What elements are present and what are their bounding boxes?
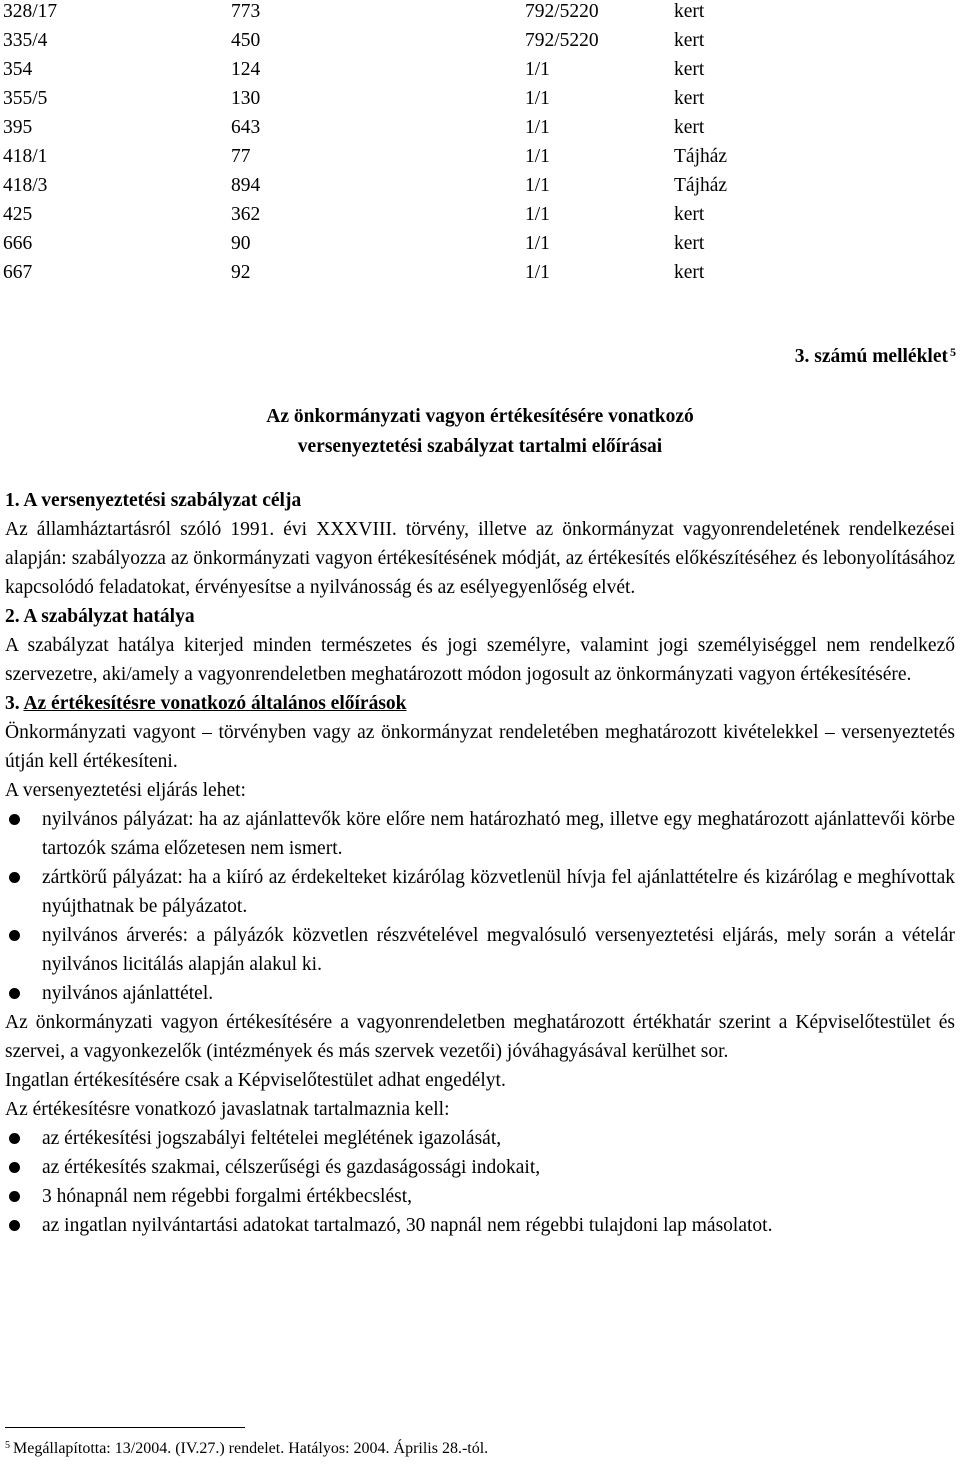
document-body — [5, 486, 955, 1240]
table-cell: kert — [674, 204, 705, 225]
section-3-heading — [5, 689, 955, 718]
annex-label-text: 3. számú melléklet — [794, 346, 948, 367]
table-cell: 418/3 — [3, 175, 48, 196]
list-item: nyilvános ajánlattétel. — [5, 979, 955, 1008]
list-item: az értékesítési jogszabályi feltételei meglétének igazolását, — [5, 1124, 955, 1153]
section-3-title: Az értékesítésre vonatkozó általános előírások — [23, 693, 407, 714]
table-cell: 77 — [231, 146, 251, 167]
table-cell: 1/1 — [525, 204, 550, 225]
proposal-intro: Az értékesítésre vonatkozó javaslatnak tartalmaznia kell: — [5, 1099, 450, 1120]
footnote — [5, 1439, 488, 1459]
table-cell: 335/4 — [3, 30, 48, 51]
table-cell: kert — [674, 262, 705, 283]
list-item: 3 hónapnál nem régebbi forgalmi értékbecslést, — [5, 1182, 955, 1211]
table-row — [3, 229, 763, 258]
section-1-heading: 1. A versenyeztetési szabályzat célja — [5, 490, 302, 511]
title-line-1: Az önkormányzati vagyon értékesítésére vonatkozó — [266, 406, 694, 427]
table-cell: 418/1 — [3, 146, 48, 167]
table-row — [3, 26, 763, 55]
table-row — [3, 55, 763, 84]
list-item: zártkörű pályázat: ha a kiíró az érdekelteket kizárólag közvetlenül hívja fel ajánlattételre és kizárólag e meghívottak nyújthatnak be pályázatot. — [5, 863, 955, 921]
procedure-list — [5, 805, 955, 1008]
table-cell: 130 — [231, 88, 261, 109]
procedure-intro: A versenyeztetési eljárás lehet: — [5, 780, 246, 801]
footnote-reference: 5 — [950, 345, 956, 359]
table-cell: 792/5220 — [525, 1, 599, 22]
document-title — [0, 402, 960, 462]
section-3-number: 3. — [5, 693, 20, 714]
table-cell: 1/1 — [525, 262, 550, 283]
table-cell: 1/1 — [525, 233, 550, 254]
parcel-table — [3, 0, 763, 287]
table-row — [3, 258, 763, 287]
table-cell: Tájház — [674, 175, 728, 196]
table-cell: 792/5220 — [525, 30, 599, 51]
section-2-text: A szabályzat hatálya kiterjed minden természetes és jogi személyre, valamint jogi személyiséggel nem rendelkező szervezetre, aki/amely a vagyonrendeletben meghatározott módon jogosult az önkormányzati vagyon értékesítésére. — [5, 635, 955, 685]
table-cell: 354 — [3, 59, 33, 80]
table-cell: 643 — [231, 117, 261, 138]
list-item: nyilvános pályázat: ha az ajánlattevők köre előre nem határozható meg, illetve egy meghatározott ajánlattevői körbe tartozók száma előzetesen nem ismert. — [5, 805, 955, 863]
table-cell: 450 — [231, 30, 261, 51]
table-cell: 1/1 — [525, 146, 550, 167]
property-paragraph: Ingatlan értékesítésére csak a Képviselőtestület adhat engedélyt. — [5, 1070, 506, 1091]
table-row — [3, 113, 763, 142]
table-row — [3, 84, 763, 113]
footnote-text: Megállapította: 13/2004. (IV.27.) rendelet. Hatályos: 2004. Április 28.-tól. — [13, 1440, 489, 1457]
table-row — [3, 200, 763, 229]
proposal-list — [5, 1124, 955, 1240]
table-row — [3, 0, 763, 26]
table-cell: 1/1 — [525, 175, 550, 196]
section-2-heading: 2. A szabályzat hatálya — [5, 606, 195, 627]
table-cell: kert — [674, 59, 705, 80]
table-cell: 90 — [231, 233, 251, 254]
table-cell: 667 — [3, 262, 33, 283]
table-cell: 894 — [231, 175, 261, 196]
table-cell: 1/1 — [525, 59, 550, 80]
table-cell: 124 — [231, 59, 261, 80]
value-limit-paragraph: Az önkormányzati vagyon értékesítésére a vagyonrendeletben meghatározott értékhatár szerint a Képviselőtestület és szervei, a vagyonkezelők (intézmények és más szervek vezetői) jóváhagyásával kerülhet sor. — [5, 1012, 955, 1062]
table-cell: 1/1 — [525, 88, 550, 109]
footnote-number: 5 — [5, 1440, 10, 1451]
footnote-divider — [5, 1427, 245, 1428]
table-row — [3, 171, 763, 200]
table-cell: 92 — [231, 262, 251, 283]
section-3-text: Önkormányzati vagyont – törvényben vagy az önkormányzat rendeletében meghatározott kivételekkel – versenyeztetés útján kell értékesíteni. — [5, 722, 955, 772]
table-cell: 666 — [3, 233, 33, 254]
table-cell: kert — [674, 30, 705, 51]
table-cell: 355/5 — [3, 88, 48, 109]
table-cell: kert — [674, 117, 705, 138]
section-1-text: Az államháztartásról szóló 1991. évi XXXVIII. törvény, illetve az önkormányzat vagyonrendeletének rendelkezései alapján: szabályozza az önkormányzati vagyon értékesítésének módját, az értékesítés előkészítéséhez és lebonyolításához kapcsolódó feladatokat, érvényesítse a nyilvánosság és az esélyegyenlőség elvét. — [5, 519, 955, 598]
annex-label — [795, 342, 956, 371]
table-row — [3, 142, 763, 171]
list-item: az értékesítés szakmai, célszerűségi és gazdaságossági indokait, — [5, 1153, 955, 1182]
table-cell: Tájház — [674, 146, 728, 167]
table-cell: kert — [674, 233, 705, 254]
list-item: az ingatlan nyilvántartási adatokat tartalmazó, 30 napnál nem régebbi tulajdoni lap másolatot. — [5, 1211, 955, 1240]
table-cell: 395 — [3, 117, 33, 138]
table-cell: 425 — [3, 204, 33, 225]
table-cell: 362 — [231, 204, 261, 225]
table-cell: kert — [674, 88, 705, 109]
table-cell: 773 — [231, 1, 261, 22]
list-item: nyilvános árverés: a pályázók közvetlen részvételével megvalósuló versenyeztetési eljárás, mely során a vételár nyilvános licitálás alapján alakul ki. — [5, 921, 955, 979]
table-cell: 328/17 — [3, 1, 58, 22]
title-line-2: versenyeztetési szabályzat tartalmi előírásai — [297, 436, 663, 457]
table-cell: kert — [674, 1, 705, 22]
table-cell: 1/1 — [525, 117, 550, 138]
